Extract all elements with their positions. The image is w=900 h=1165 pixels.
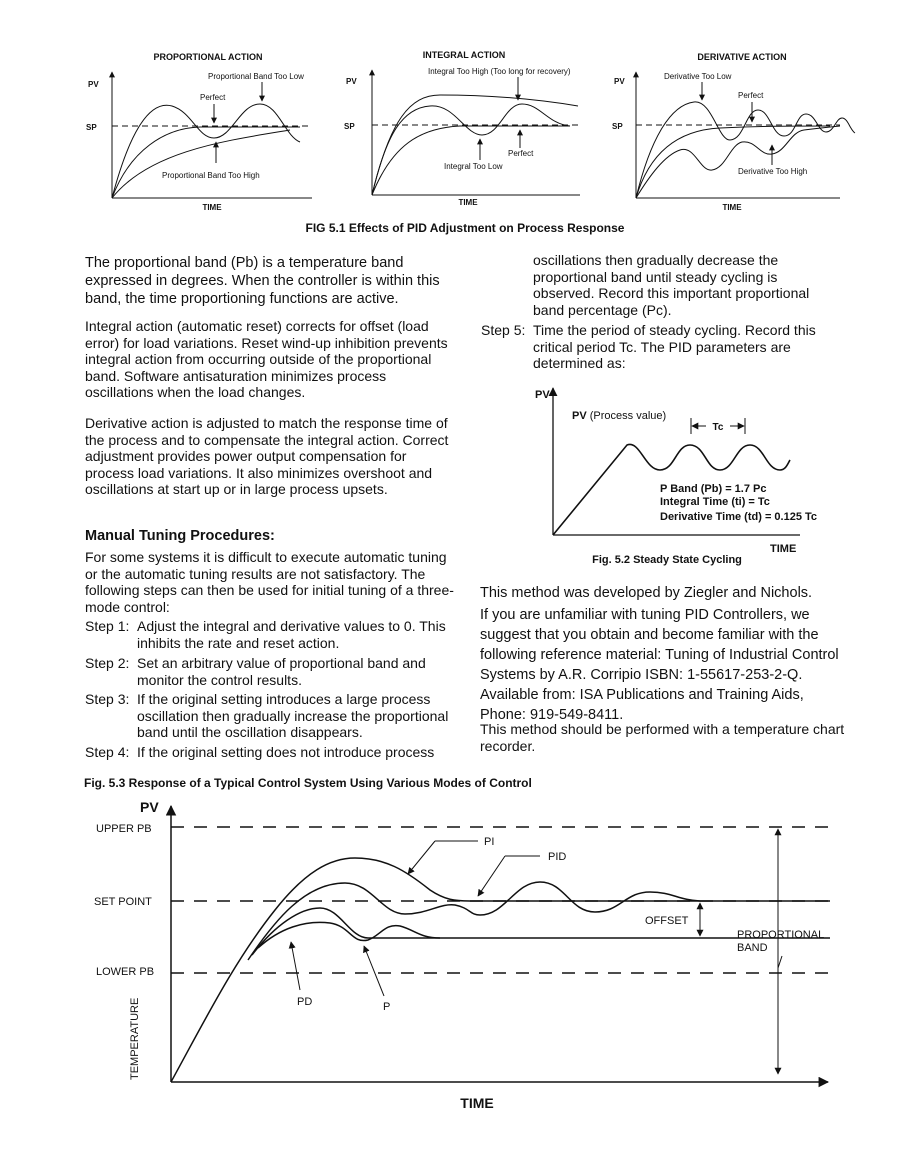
annotation-too-low: Integral Too Low bbox=[444, 162, 503, 171]
lower-pb-label: LOWER PB bbox=[96, 966, 155, 978]
sp-label: SP bbox=[612, 122, 623, 131]
sp-label: SP bbox=[344, 122, 355, 131]
time-label: TIME bbox=[458, 198, 478, 207]
annotation-too-high: Integral Too High (Too long for recovery) bbox=[428, 67, 571, 76]
annotation-too-low: Proportional Band Too Low bbox=[208, 72, 304, 81]
p-pointer bbox=[364, 946, 384, 996]
pv-process-value-label bbox=[572, 410, 666, 422]
step-text: Set an arbitrary value of proportional band and monitor the control results. bbox=[137, 655, 426, 688]
temperature-label: TEMPERATURE bbox=[129, 997, 141, 1080]
panel-derivative-action bbox=[612, 52, 855, 212]
fig-5-3-caption: Fig. 5.3 Response of a Typical Control System Using Various Modes of Control bbox=[84, 776, 532, 790]
panel-title: DERIVATIVE ACTION bbox=[697, 52, 787, 62]
proportional-band-label-1: PROPORTIONAL bbox=[737, 929, 825, 941]
pv-label: PV bbox=[614, 77, 625, 86]
cycling-curve bbox=[553, 444, 790, 535]
annotation-perfect: Perfect bbox=[200, 93, 226, 102]
step-text: If the original setting introduces a large process oscillation then gradually increase the proportional band until the oscillation disappears. bbox=[137, 691, 449, 740]
step-4 bbox=[85, 744, 457, 762]
time-label: TIME bbox=[770, 543, 797, 555]
paragraph-proportional-band: The proportional band (Pb) is a temperature band expressed in degrees. When the controller is within this band, the time proportioning functions are active. bbox=[85, 255, 440, 307]
paragraph-chart-recorder: This method should be performed with a temperature chart recorder. bbox=[480, 721, 845, 754]
annotation-too-high: Derivative Too High bbox=[738, 167, 808, 176]
paragraph-reference-material: If you are unfamiliar with tuning PID Controllers, we suggest that you obtain and become familiar with the following reference material: Tuning of Industrial Control Systems by A.R. Corripio ISBN: 1-55617-253-2-Q. Available from: ISA Publications and Training Aids, Phone: 919-549-8411. bbox=[480, 607, 839, 723]
step-text: Time the period of steady cycling. Record this critical period Tc. The PID parameters are determined as: bbox=[533, 322, 816, 371]
proportional-band-pointer bbox=[778, 956, 782, 968]
panel-title: INTEGRAL ACTION bbox=[422, 50, 506, 60]
step-label: Step 1: bbox=[85, 618, 130, 634]
step-4-continued: oscillations then gradually decrease the proportional band until steady cycling is observed. Record this important proportional band percentage (Pc). bbox=[533, 252, 810, 318]
pv-axis-label: PV bbox=[140, 799, 159, 815]
panel-title: PROPORTIONAL ACTION bbox=[153, 52, 263, 62]
curve-too-high bbox=[636, 126, 840, 198]
curve-too-low bbox=[372, 104, 570, 195]
step-text: If the original setting does not introduce process bbox=[137, 744, 435, 760]
pi-curve bbox=[171, 858, 830, 1082]
fig-5-1-caption: FIG 5.1 Effects of PID Adjustment on Process Response bbox=[305, 221, 625, 235]
annotation-perfect: Perfect bbox=[508, 149, 534, 158]
set-point-label: SET POINT bbox=[94, 896, 152, 908]
step-5 bbox=[481, 322, 851, 374]
step-label: Step 4: bbox=[85, 744, 130, 760]
pv-axis-label: PV bbox=[535, 389, 550, 401]
curve-too-high bbox=[112, 130, 290, 198]
paragraph-derivative-action: Derivative action is adjusted to match the response time of the process and to compensate the integral action. Correct adjustment provides power output compensation for process load variations. It also minimizes overshoot and oscillations at start up or in large process upsets. bbox=[85, 415, 449, 497]
pd-label: PD bbox=[297, 996, 313, 1008]
curve-too-low bbox=[112, 104, 300, 198]
curve-perfect bbox=[112, 127, 300, 198]
tc-label: Tc bbox=[712, 422, 724, 433]
step-2 bbox=[85, 655, 457, 689]
derivative-time-formula: Derivative Time (td) = 0.125 Tc bbox=[660, 511, 818, 523]
pv-bold: PV bbox=[572, 410, 587, 422]
annotation-too-high: Proportional Band Too High bbox=[162, 171, 260, 180]
paragraph-manual-tuning-intro: For some systems it is difficult to execute automatic tuning or the automatic tuning results are not satisfactory. The following steps can then be used for initial tuning of a three-mode control: bbox=[85, 549, 454, 615]
step-text: Adjust the integral and derivative values to 0. This inhibits the rate and reset action. bbox=[137, 618, 446, 651]
panel-proportional-action bbox=[86, 52, 312, 212]
pband-formula: P Band (Pb) = 1.7 Pc bbox=[660, 483, 767, 495]
p-curve bbox=[258, 922, 440, 948]
curve-perfect bbox=[636, 126, 830, 198]
pv-label: PV bbox=[346, 77, 357, 86]
time-label: TIME bbox=[460, 1095, 494, 1111]
pid-label: PID bbox=[548, 851, 567, 863]
pid-pointer bbox=[478, 856, 505, 896]
paragraph-ziegler-nichols: This method was developed by Ziegler and Nichols. bbox=[480, 585, 813, 601]
paragraph-integral-action: Integral action (automatic reset) corrects for offset (load error) for load variations. Reset wind-up inhibition prevents integral action from occurring outside of the proportional band. Software antisaturation minimizes process oscillations when the load changes. bbox=[85, 318, 448, 400]
offset-label: OFFSET bbox=[645, 915, 689, 927]
manual-tuning-heading: Manual Tuning Procedures: bbox=[85, 528, 275, 544]
pd-curve bbox=[252, 908, 830, 955]
sp-label: SP bbox=[86, 123, 97, 132]
pv-rest: (Process value) bbox=[586, 410, 667, 422]
step-label: Step 3: bbox=[85, 691, 130, 707]
pv-label: PV bbox=[88, 80, 99, 89]
time-label: TIME bbox=[722, 203, 742, 212]
step-3 bbox=[85, 691, 457, 741]
time-label: TIME bbox=[202, 203, 222, 212]
pi-label: PI bbox=[484, 836, 495, 848]
curve-too-low bbox=[636, 102, 855, 198]
step-1 bbox=[85, 618, 457, 652]
proportional-band-label-2: BAND bbox=[737, 942, 768, 954]
step-label: Step 5: bbox=[481, 322, 526, 338]
upper-pb-label: UPPER PB bbox=[96, 823, 152, 835]
step-label: Step 2: bbox=[85, 655, 130, 671]
integral-time-formula: Integral Time (ti) = Tc bbox=[660, 496, 770, 508]
p-label: P bbox=[383, 1001, 391, 1013]
panel-integral-action bbox=[344, 50, 580, 207]
fig-5-2-caption: Fig. 5.2 Steady State Cycling bbox=[592, 554, 742, 566]
pi-pointer bbox=[408, 841, 435, 874]
fig-5-1 bbox=[0, 0, 900, 240]
pid-curve bbox=[248, 882, 700, 960]
curve-too-high bbox=[372, 95, 578, 195]
pd-pointer bbox=[291, 942, 300, 990]
annotation-perfect: Perfect bbox=[738, 91, 764, 100]
curve-perfect bbox=[372, 126, 570, 195]
annotation-too-low: Derivative Too Low bbox=[664, 72, 732, 81]
